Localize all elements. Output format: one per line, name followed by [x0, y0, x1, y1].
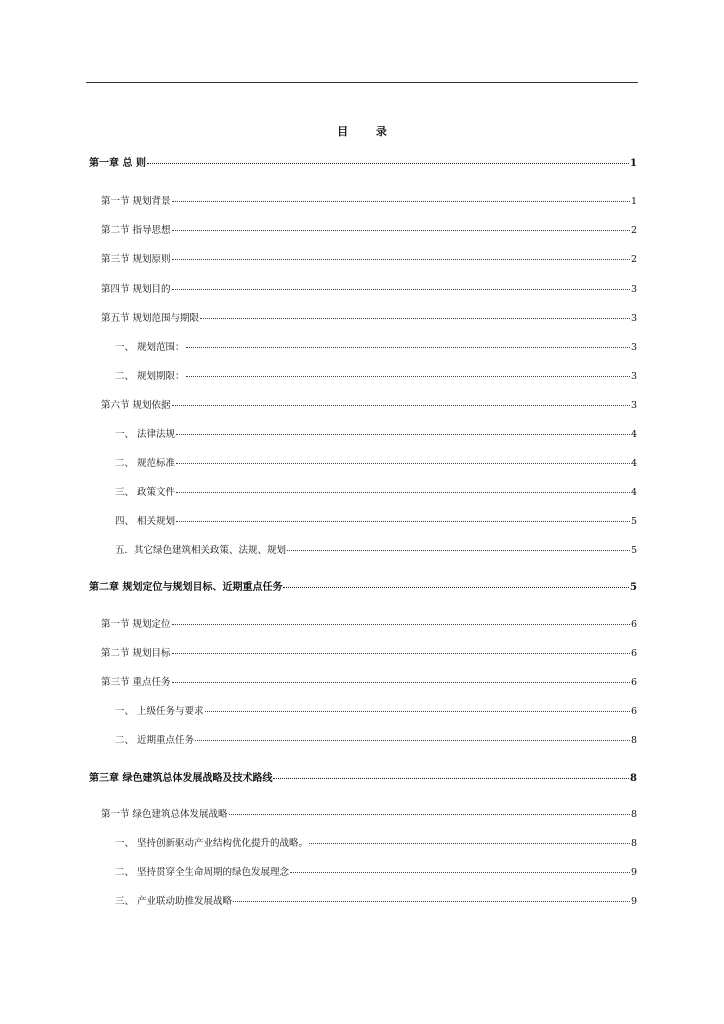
toc-entry-label: 三、 政策文件: [115, 487, 176, 498]
toc-leader-dots: [172, 230, 630, 231]
toc-title: 目 录: [337, 125, 399, 138]
toc-entry-label: 一、 法律法规: [115, 429, 176, 440]
toc-leader-dots: [147, 163, 629, 164]
toc-page-number: 3: [630, 284, 637, 295]
toc-leader-dots: [172, 259, 630, 260]
toc-entry-label: 第一节 规划背景: [101, 196, 171, 207]
toc-entry-label: 第三节 重点任务: [101, 677, 171, 688]
toc-page-number: 8: [630, 838, 637, 849]
toc-page-number: 3: [630, 400, 637, 411]
toc-page-number: 4: [630, 458, 637, 469]
toc-subsection-entry[interactable]: [115, 545, 637, 557]
toc-entry-label: 一、 上级任务与要求: [115, 706, 204, 717]
toc-page-number: 6: [630, 677, 637, 688]
toc-page-number: 6: [630, 706, 637, 717]
toc-entry-label: 第二节 规划目标: [101, 648, 171, 659]
toc-section-entry[interactable]: [101, 254, 637, 266]
toc-entry-label: 二、 坚持贯穿全生命周期的绿色发展理念: [115, 867, 290, 878]
toc-page-number: 3: [630, 313, 637, 324]
toc-subsection-entry[interactable]: [115, 867, 637, 879]
toc-subsection-entry[interactable]: [115, 487, 637, 499]
toc-entry-label: 第一节 绿色建筑总体发展战略: [101, 809, 228, 820]
toc-entry-label: 第六节 规划依据: [101, 400, 171, 411]
toc-leader-dots: [176, 463, 630, 464]
toc-leader-dots: [172, 682, 630, 683]
toc-leader-dots: [205, 711, 630, 712]
toc-section-entry[interactable]: [101, 619, 637, 631]
toc-entry-label: 第一章 总 则: [89, 158, 146, 169]
toc-page-number: 3: [630, 342, 637, 353]
toc-entry-label: 二、 近期重点任务: [115, 735, 195, 746]
toc-section-entry[interactable]: [101, 225, 637, 237]
toc-entry-label: 第五节 规划范围与期限: [101, 313, 200, 324]
toc-page-number: 8: [630, 735, 637, 746]
toc-subsection-entry[interactable]: [115, 838, 637, 850]
toc-page-number: 8: [630, 773, 637, 784]
toc-chapter-entry[interactable]: [89, 773, 637, 785]
toc-page-number: 2: [630, 254, 637, 265]
toc-page-number: 9: [630, 867, 637, 878]
toc-subsection-entry[interactable]: [115, 458, 637, 470]
toc-section-entry[interactable]: [101, 809, 637, 821]
toc-entry-label: 二、 规划期限：: [115, 371, 185, 382]
toc-subsection-entry[interactable]: [115, 735, 637, 747]
toc-page-number: 2: [630, 225, 637, 236]
toc-entry-label: 三、 产业联动助推发展战略: [115, 896, 233, 907]
toc-entry-label: 第一节 规划定位: [101, 619, 171, 630]
header-rule: [86, 82, 638, 83]
toc-leader-dots: [172, 201, 630, 202]
toc-section-entry[interactable]: [101, 196, 637, 208]
toc-page-number: 4: [630, 487, 637, 498]
toc-subsection-entry[interactable]: [115, 516, 637, 528]
toc-page-number: 1: [630, 196, 637, 207]
toc-leader-dots: [176, 492, 630, 493]
toc-subsection-entry[interactable]: [115, 896, 637, 908]
toc-leader-dots: [229, 814, 630, 815]
toc-leader-dots: [195, 740, 630, 741]
toc-leader-dots: [176, 521, 630, 522]
toc-entry-label: 一、 规划范围：: [115, 342, 185, 353]
toc-page-number: 9: [630, 896, 637, 907]
toc-leader-dots: [309, 843, 630, 844]
toc-leader-dots: [172, 653, 630, 654]
toc-section-entry[interactable]: [101, 648, 637, 660]
toc-leader-dots: [290, 872, 630, 873]
toc-leader-dots: [172, 405, 630, 406]
toc-subsection-entry[interactable]: [115, 371, 637, 383]
toc-section-entry[interactable]: [101, 400, 637, 412]
toc-chapter-entry[interactable]: [89, 158, 637, 170]
toc-leader-dots: [186, 376, 630, 377]
toc-chapter-entry[interactable]: [89, 582, 637, 594]
toc-page-number: 8: [630, 809, 637, 820]
toc-entry-label: 第二节 指导思想: [101, 225, 171, 236]
toc-leader-dots: [176, 434, 630, 435]
toc-leader-dots: [233, 901, 630, 902]
toc-page-number: 6: [630, 648, 637, 659]
toc-page-number: 4: [630, 429, 637, 440]
toc-leader-dots: [273, 778, 629, 779]
toc-subsection-entry[interactable]: [115, 342, 637, 354]
toc-leader-dots: [283, 587, 629, 588]
toc-entry-label: 二、 规范标准: [115, 458, 176, 469]
toc-page-number: 3: [630, 371, 637, 382]
toc-leader-dots: [186, 347, 630, 348]
toc-page-number: 5: [630, 516, 637, 527]
toc-page-number: 1: [630, 158, 637, 169]
toc-section-entry[interactable]: [101, 284, 637, 296]
toc-section-entry[interactable]: [101, 313, 637, 325]
toc-leader-dots: [172, 289, 630, 290]
toc-section-entry[interactable]: [101, 677, 637, 689]
toc-page-number: 5: [630, 545, 637, 556]
toc-entry-label: 四、 相关规划: [115, 516, 176, 527]
toc-entry-label: 一、 坚持创新驱动产业结构优化提升的战略。: [115, 838, 309, 849]
toc-leader-dots: [172, 624, 630, 625]
toc-entry-label: 第四节 规划目的: [101, 284, 171, 295]
toc-page-number: 6: [630, 619, 637, 630]
toc-subsection-entry[interactable]: [115, 429, 637, 441]
toc-leader-dots: [200, 318, 630, 319]
toc-entry-label: 第二章 规划定位与规划目标、近期重点任务: [89, 582, 283, 593]
toc-page-number: 5: [630, 582, 637, 593]
toc-entry-label: 第三章 绿色建筑总体发展战略及技术路线: [89, 773, 273, 784]
toc-entry-label: 五．其它绿色建筑相关政策、法规、规划: [115, 545, 287, 556]
toc-subsection-entry[interactable]: [115, 706, 637, 718]
toc-leader-dots: [287, 550, 630, 551]
toc-entry-label: 第三节 规划原则: [101, 254, 171, 265]
